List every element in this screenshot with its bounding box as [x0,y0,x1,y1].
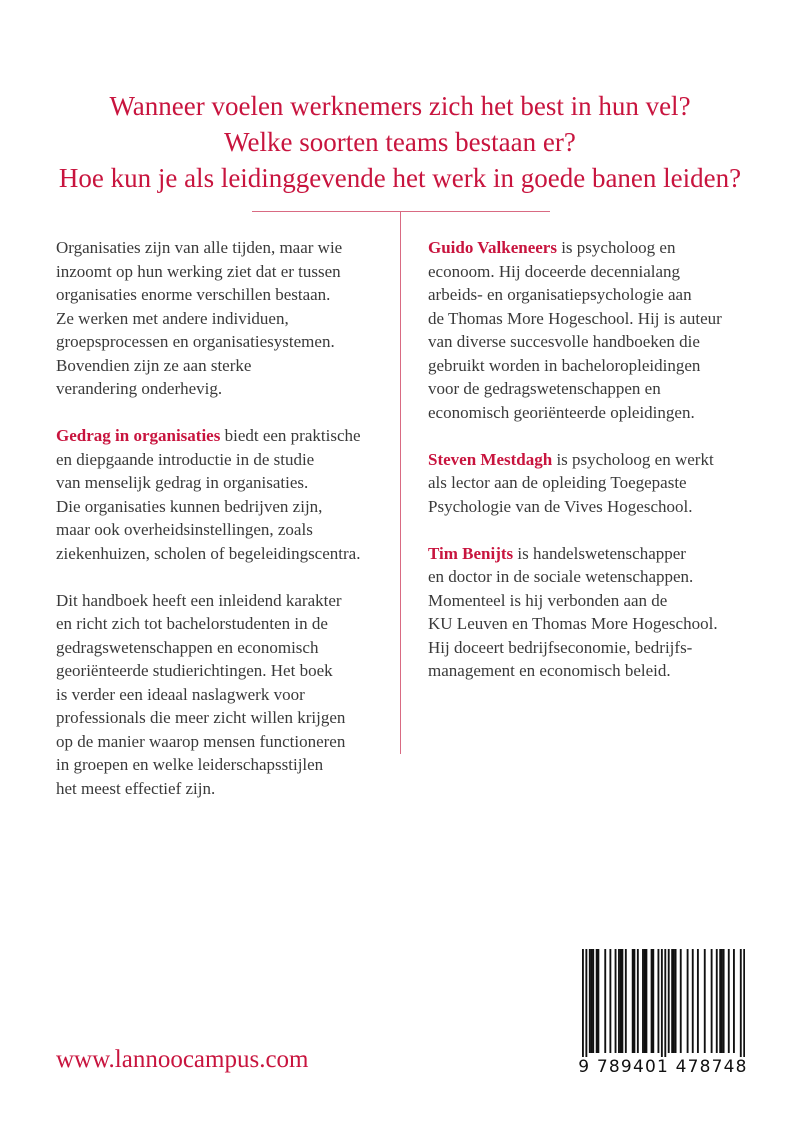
author-name: Guido Valkeneers [428,238,557,257]
horizontal-divider [252,211,550,212]
text-line: Die organisaties kunnen bedrijven zijn, [56,496,323,516]
text-line: de Thomas More Hogeschool. Hij is auteur [428,308,722,328]
text-line: en doctor in de sociale wetenschappen. [428,567,694,586]
text-line: professionals die meer zicht willen krijgen [56,708,346,727]
text-fragment: is handelswetenschapper [513,543,686,563]
text-line: in groepen en welke leiderschapsstijlen [56,755,324,774]
barcode-bar [591,949,593,1053]
barcode-bar [675,949,677,1053]
text-line [428,236,758,260]
barcode-graphic [582,949,745,1057]
barcode-bar [721,949,723,1053]
text-line: gedragswetenschappen en economisch [56,637,319,657]
author-bio-tim-benijts [428,542,758,683]
headline [0,88,800,196]
text-line: Momenteel is hij verbonden aan de [428,590,668,610]
text-line [428,542,758,566]
book-title: Gedrag in organisaties [56,426,221,445]
barcode-bar [692,949,694,1053]
text-line: econoom. Hij doceerde decennialang [428,261,681,281]
barcode-bar [582,949,584,1057]
headline-line-1: Wanneer voelen werknemers zich het best in hun vel? [109,91,691,121]
left-column [56,236,386,824]
barcode-bar [668,949,670,1053]
text-line: organisaties enorme verschillen bestaan. [56,285,331,304]
text-line: economisch georiënteerde opleidingen. [428,402,695,422]
barcode-bar [719,949,721,1053]
barcode-bar [651,949,653,1053]
text-fragment: biedt een praktische [220,426,361,445]
text-line [428,448,758,472]
text-line: op de manier waarop mensen functioneren [56,731,346,751]
text-line: het meest effectief zijn. [56,778,216,798]
barcode-bar [632,949,634,1053]
text-line: Ze werken met andere individuen, [56,308,289,328]
text-line: en diepgaande introductie in de studie [56,449,315,469]
barcode-bar [733,949,735,1053]
text-line: als lector aan de opleiding Toegepaste [428,473,687,492]
intro-paragraph [56,236,386,401]
barcode-bar [728,949,730,1053]
barcode-bar [604,949,606,1053]
text-line: arbeids- en organisatiepsychologie aan [428,285,692,304]
barcode-bar [743,949,745,1057]
barcode-bar [620,949,622,1053]
barcode-bar [644,949,646,1053]
text-line: is verder een ideaal naslagwerk voor [56,684,305,704]
text-line: maar ook overheidsinstellingen, zoals [56,520,313,539]
barcode-bar [716,949,718,1053]
author-name: Tim Benijts [428,543,514,563]
barcode-bar [680,949,682,1053]
text-line [56,424,386,448]
barcode-bar [661,949,663,1057]
headline-line-3: Hoe kun je als leidinggevende het werk in goede banen leiden? [58,163,742,193]
barcode-bar [671,949,673,1053]
publisher-url[interactable]: www.lannoocampus.com [56,1046,309,1073]
author-bio-guido-valkeneers [428,236,758,424]
barcode-bar [615,949,617,1053]
barcode-bar [664,949,666,1057]
isbn-number: 9 789401 478748 [578,1057,748,1077]
text-line: ziekenhuizen, scholen of begeleidingscentra. [56,543,361,563]
barcode-bar [673,949,675,1053]
barcode-bar [723,949,725,1053]
barcode-bar [697,949,699,1053]
barcode-bar [592,949,594,1053]
barcode-bar [704,949,706,1053]
barcode-bar [642,949,644,1053]
barcode-bar [645,949,647,1053]
right-column [428,236,758,706]
text-line: inzoomt op hun werking ziet dat er tussen [56,261,341,281]
text-line: gebruikt worden in bacheloropleidingen [428,355,701,375]
barcode-bar [596,949,598,1053]
barcode-bar [585,949,587,1057]
text-line: Bovendien zijn ze aan sterke [56,355,252,375]
text-line: voor de gedragswetenschappen en [428,379,661,398]
text-line: groepsprocessen en organisatiesystemen. [56,332,335,351]
author-name: Steven Mestdagh [428,449,553,469]
barcode-bar [589,949,591,1053]
text-line: van diverse succesvolle handboeken die [428,332,700,351]
barcode-bar [657,949,659,1053]
audience-paragraph [56,589,386,801]
text-fragment: is psycholoog en [556,238,676,257]
barcode-bar [652,949,654,1053]
text-fragment: is psycholoog en werkt [552,449,714,469]
headline-line-2: Welke soorten teams bestaan er? [224,127,576,157]
text-line: Hij doceert bedrijfseconomie, bedrijfs- [428,637,693,657]
barcode [582,949,745,1057]
text-line: van menselijk gedrag in organisaties. [56,473,309,492]
barcode-bar [637,949,639,1053]
author-bio-steven-mestdagh [428,448,758,519]
barcode-bar [633,949,635,1053]
barcode-bar [597,949,599,1053]
barcode-bar [740,949,742,1057]
text-line: Dit handboek heeft een inleidend karakter [56,590,342,610]
text-line: georiënteerde studierichtingen. Het boek [56,661,333,680]
barcode-bar [621,949,623,1053]
book-description-paragraph [56,424,386,565]
text-line: KU Leuven en Thomas More Hogeschool. [428,614,718,633]
text-line: en richt zich tot bachelorstudenten in de [56,614,328,633]
vertical-divider [400,212,401,754]
text-line: verandering onderhevig. [56,379,223,398]
barcode-bar [687,949,689,1053]
text-line: management en economisch beleid. [428,661,671,680]
barcode-bar [609,949,611,1053]
text-line: Psychologie van de Vives Hogeschool. [428,496,693,516]
barcode-bar [618,949,620,1053]
barcode-bar [711,949,713,1053]
barcode-bar [625,949,627,1053]
text-line: Organisaties zijn van alle tijden, maar wie [56,238,343,257]
